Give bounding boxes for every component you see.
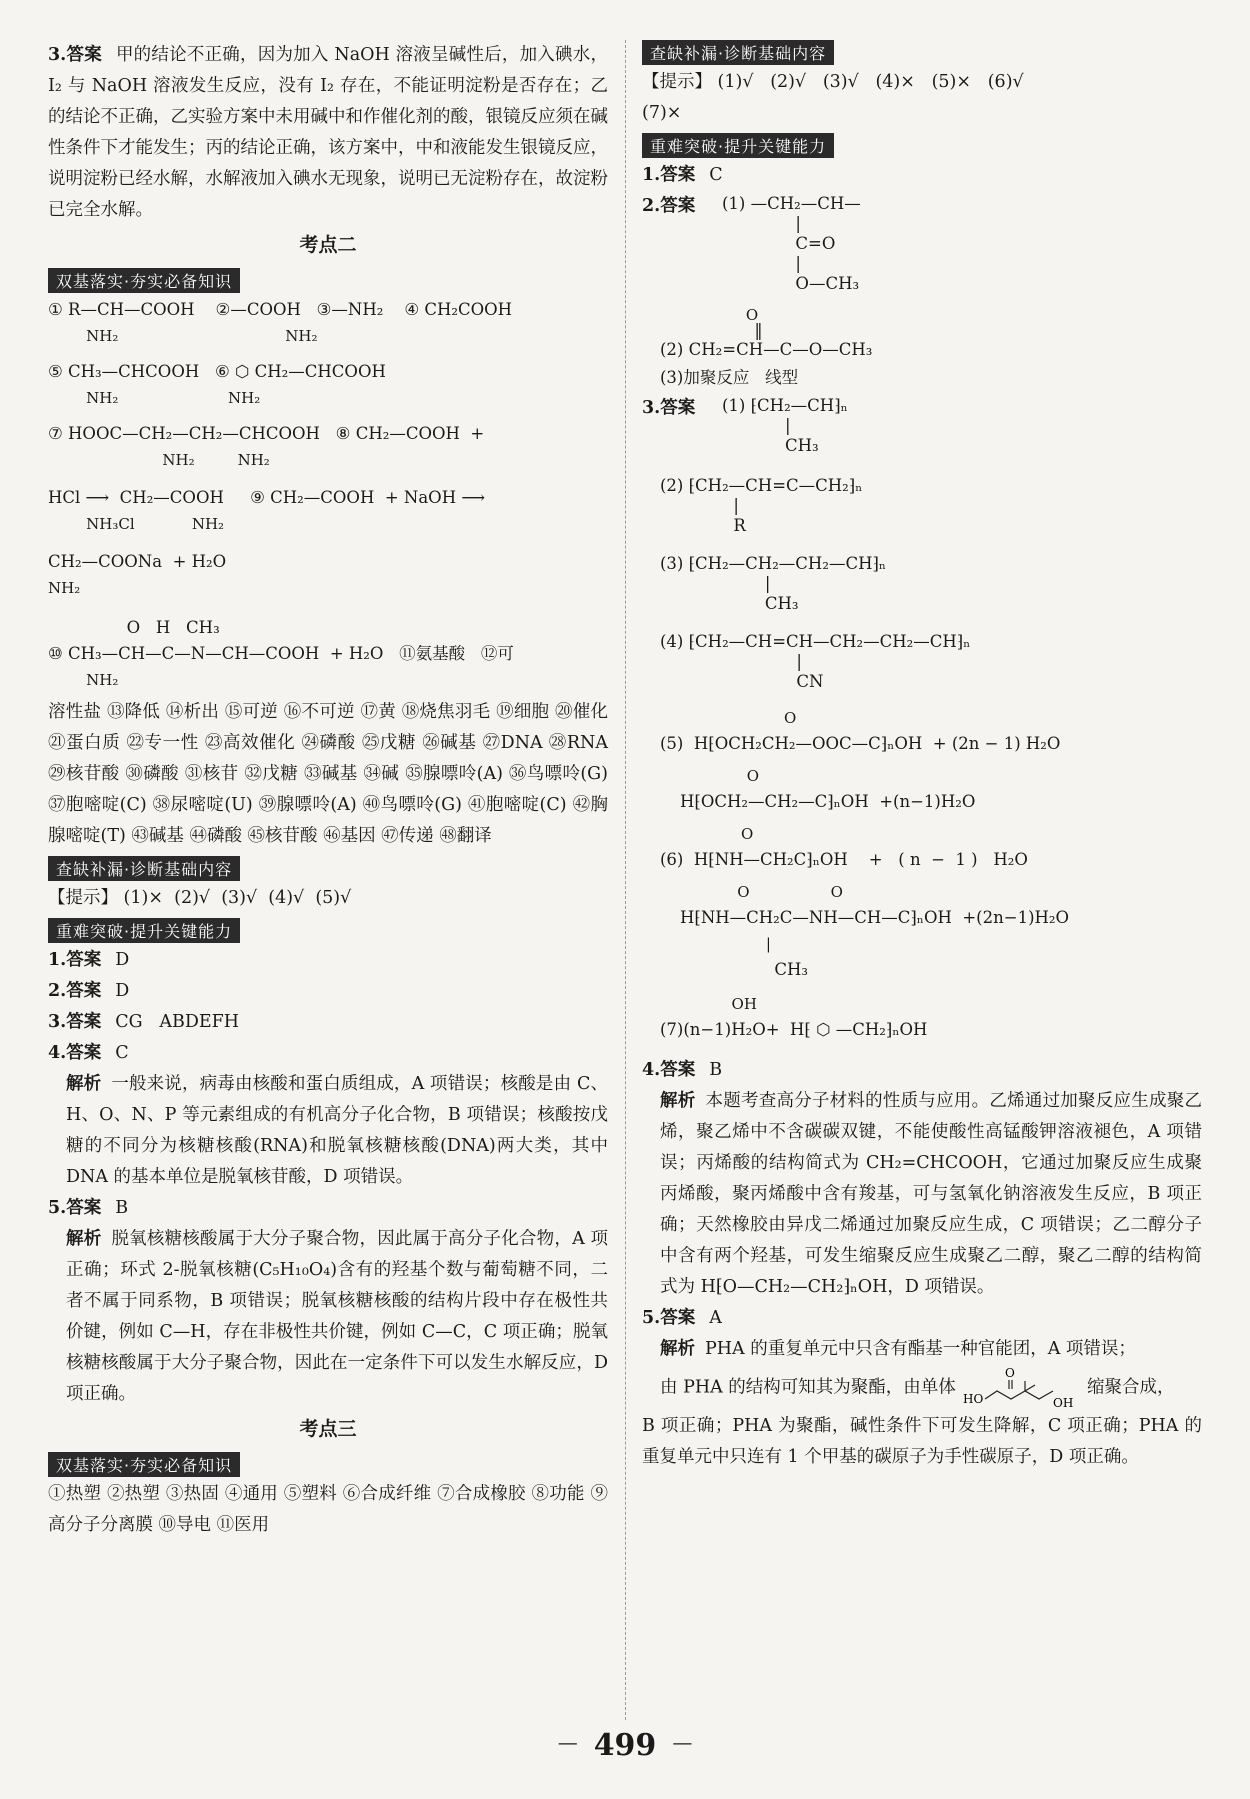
formula-line: CH₃ bbox=[660, 594, 799, 613]
formula-line: CH₃ bbox=[722, 436, 819, 455]
section-bar: 查缺补漏·诊断基础内容 bbox=[48, 856, 240, 881]
formula-line: (2) ⁅CH₂—CH=C—CH₂⁆ₙ bbox=[660, 476, 863, 495]
svg-text:OH: OH bbox=[1053, 1396, 1074, 1410]
answer-label: 答案 bbox=[66, 45, 102, 65]
answer-row: 2.答案 bbox=[642, 196, 696, 216]
section-heading: 考点三 bbox=[299, 1418, 357, 1440]
formula-line: (5) H⁅OCH₂CH₂—OOC—C⁆ₙOH + (2n − 1) H₂O bbox=[660, 734, 1061, 753]
formula-line: NH₂ bbox=[48, 579, 81, 597]
formula-line: O H CH₃ bbox=[48, 618, 220, 637]
chem-formula-block bbox=[642, 191, 1202, 297]
formula-line: CH₂—COONa + H₂O bbox=[48, 552, 227, 571]
hint-line: 【提示】 (1)√ (2)√ (3)√ (4)× (5)× (6)√ bbox=[642, 72, 1024, 92]
formula-line: | bbox=[660, 496, 739, 515]
formula-line: | bbox=[722, 416, 791, 435]
answer-row: 5.答案 B bbox=[48, 1198, 129, 1218]
chem-formula-block bbox=[642, 393, 1202, 459]
formula-line: (3) ⁅CH₂—CH₂—CH₂—CH⁆ₙ bbox=[660, 554, 887, 573]
formula-line: NH₂ bbox=[48, 671, 119, 689]
section-bar: 重难突破·提升关键能力 bbox=[48, 918, 240, 943]
formula-line: | bbox=[722, 214, 801, 233]
formula-line: NH₂ NH₂ bbox=[48, 389, 261, 407]
analysis-block: B 项正确；PHA 为聚酯，碱性条件下可发生降解，C 项正确；PHA 的重复单元中只连有 1 个甲基的碳原子为手性碳原子，D 项正确。 bbox=[642, 1416, 1202, 1467]
analysis-block: 解析 本题考查高分子材料的性质与应用。乙烯通过加聚反应生成聚乙烯，聚乙烯中不含碳碳双键，不能使酸性高锰酸钾溶液褪色，A 项错误；丙烯酸的结构简式为 CH₂=CHCOOH，它通过加聚反应生成聚丙烯酸，聚丙烯酸中含有羧基，可与氢氧化钠溶液发生反应，B 项正确；天然橡胶由异戊二烯通过加聚反应生成，C 项错误；乙二醇分子中含有两个羟基，可发生缩聚反应生成聚乙二醇，聚乙二醇的结构简式为 H⁅O—CH₂—CH₂⁆ₙOH，D 项错误。 bbox=[660, 1091, 1202, 1297]
hint-line: (7)× bbox=[642, 103, 682, 123]
formula-line: O bbox=[660, 709, 797, 727]
section-bar: 重难突破·提升关键能力 bbox=[642, 133, 834, 158]
formula-line: R bbox=[660, 516, 746, 535]
fill-answers: 溶性盐 ⑬降低 ⑭析出 ⑮可逆 ⑯不可逆 ⑰黄 ⑱烧焦羽毛 ⑲细胞 ⑳催化 ㉑蛋白质 ㉒专一性 ㉓高效催化 ㉔磷酸 ㉕戊糖 ㉖碱基 ㉗DNA ㉘RNA ㉙核苷酸 ㉚磷酸 ㉛核苷 ㉜戊糖 ㉝碱基 ㉞碱 ㉟腺嘌呤(A) ㊱鸟嘌呤(G) ㊲胞嘧啶(C) ㊳尿嘧啶(U) ㊴腺嘌呤(A) ㊵鸟嘌呤(G) ㊶胞嘧啶(C) ㊷胸腺嘧啶(T) ㊸碱基 ㊹磷酸 ㊺核苷酸 ㊻基因 ㊼传递 ㊽翻译 bbox=[48, 702, 608, 846]
formula-line: (2) CH₂=CH—C—O—CH₃ bbox=[660, 340, 873, 359]
section-bar: 双基落实·夯实必备知识 bbox=[48, 268, 240, 293]
formula-line: ① R—CH—COOH ②—COOH ③—NH₂ ④ CH₂COOH bbox=[48, 300, 513, 319]
formula-line: ⑦ HOOC—CH₂—CH₂—CHCOOH ⑧ CH₂—COOH + bbox=[48, 424, 485, 443]
formula-line: (6) H⁅NH—CH₂C⁆ₙOH + ( n − 1 ) H₂O bbox=[660, 850, 1028, 869]
section-bar: 双基落实·夯实必备知识 bbox=[48, 1452, 240, 1477]
formula-line: C=O bbox=[722, 234, 836, 253]
formula-line: O—CH₃ bbox=[722, 274, 860, 293]
answer-row: 3.答案 bbox=[642, 398, 696, 418]
formula-line: (4) ⁅CH₂—CH=CH—CH₂—CH₂—CH⁆ₙ bbox=[660, 632, 971, 651]
answer-row: 5.答案 A bbox=[642, 1308, 722, 1328]
answer-number: 3. bbox=[48, 45, 67, 65]
page-number: — 499 — bbox=[557, 1728, 693, 1763]
analysis-block: 由 PHA 的结构可知其为聚酯，由单体 O HO OH 缩聚合成， bbox=[660, 1366, 1175, 1410]
answer-text: 甲的结论不正确，因为加入 NaOH 溶液呈碱性后，加入碘水，I₂ 与 NaOH 溶液发生反应，没有 I₂ 存在，不能证明淀粉是否存在；乙的结论不正确，乙实验方案中未用碱中和作催化剂的酸，银镜反应须在碱性条件下才能发生；丙的结论正确，该方案中，中和液能发生银镜反应，说明淀粉已经水解，水解液加入碘水无现象，说明已无淀粉存在，故淀粉已完全水解。 bbox=[48, 45, 608, 220]
formula-line: O bbox=[660, 825, 754, 843]
chem-formula-block bbox=[642, 305, 1202, 393]
formula-line: | bbox=[660, 652, 802, 671]
formula-line: ⑩ CH₃—CH—C—N—CH—COOH + H₂O ⑪氨基酸 ⑫可 bbox=[48, 644, 514, 663]
right-column bbox=[642, 40, 1202, 1473]
formula-line: CN bbox=[660, 672, 824, 691]
section-heading: 考点二 bbox=[299, 234, 357, 256]
formula-line: HCl ⟶ CH₂—COOH ⑨ CH₂—COOH + NaOH ⟶ bbox=[48, 488, 485, 507]
section-bar: 查缺补漏·诊断基础内容 bbox=[642, 40, 834, 65]
formula-line: O bbox=[660, 306, 759, 324]
answer-row: 3.答案 CG ABDEFH bbox=[48, 1012, 240, 1032]
fill-answers: ①热塑 ②热塑 ③热固 ④通用 ⑤塑料 ⑥合成纤维 ⑦合成橡胶 ⑧功能 ⑨高分子分离膜 ⑩导电 ⑪医用 bbox=[48, 1484, 608, 1535]
analysis-block: 解析 一般来说，病毒由核酸和蛋白质组成，A 项错误；核酸是由 C、H、O、N、P 等元素组成的有机高分子化合物，B 项错误；核酸按戊糖的不同分为核糖核酸(RNA)和脱氧核糖核酸(DNA)两大类，其中 DNA 的基本单位是脱氧核苷酸，D 项错误。 bbox=[66, 1074, 609, 1187]
chem-formula-block bbox=[48, 297, 608, 693]
analysis-block: 解析 PHA 的重复单元中只含有酯基一种官能团，A 项错误； bbox=[660, 1339, 1136, 1359]
answer-row: 2.答案 D bbox=[48, 981, 130, 1001]
formula-line: ⑤ CH₃—CHCOOH ⑥ ⬡ CH₂—CHCOOH bbox=[48, 362, 386, 381]
left-column bbox=[48, 40, 608, 1541]
formula-line: (7)(n−1)H₂O+ H⁅ ⬡ —CH₂⁆ₙOH bbox=[660, 1020, 928, 1039]
chem-formula-block bbox=[642, 473, 1202, 1043]
formula-line: (3)加聚反应 线型 bbox=[660, 368, 799, 387]
formula-line: ‖ bbox=[660, 321, 763, 340]
svg-text:HO: HO bbox=[963, 1392, 984, 1406]
formula-line: (1) ⁅CH₂—CH⁆ₙ bbox=[722, 396, 848, 415]
answer-row: 4.答案 C bbox=[48, 1043, 129, 1063]
answer-3-block bbox=[48, 40, 608, 226]
monomer-structure-icon bbox=[961, 1365, 1081, 1411]
answer-row: 1.答案 C bbox=[642, 165, 723, 185]
formula-line: O bbox=[680, 767, 760, 785]
answer-row: 4.答案 B bbox=[642, 1060, 723, 1080]
answer-row: 1.答案 D bbox=[48, 950, 130, 970]
formula-line: OH bbox=[660, 995, 757, 1013]
formula-line: NH₂ NH₂ bbox=[48, 451, 270, 469]
formula-line: O O bbox=[680, 883, 843, 901]
analysis-block: 解析 脱氧核糖核酸属于大分子聚合物，因此属于高分子化合物，A 项正确；环式 2-脱氧核糖(C₅H₁₀O₄)含有的羟基个数与葡萄糖不同，二者不属于同系物，B 项错误；脱氧核糖核酸的结构片段中存在极性共价键，例如 C—H，存在非极性共价键，例如 C—C，C 项正确；脱氧核糖核酸属于大分子聚合物，因此在一定条件下可以发生水解反应，D 项正确。 bbox=[66, 1229, 608, 1404]
formula-line: CH₃ bbox=[680, 960, 809, 979]
formula-line: NH₃Cl NH₂ bbox=[48, 515, 225, 533]
formula-line: H⁅OCH₂—CH₂—C⁆ₙOH +(n−1)H₂O bbox=[680, 792, 976, 811]
hint-line: 【提示】 (1)× (2)√ (3)√ (4)√ (5)√ bbox=[48, 888, 352, 908]
svg-text:O: O bbox=[1005, 1366, 1016, 1380]
formula-line: | bbox=[660, 574, 771, 593]
formula-line: NH₂ NH₂ bbox=[48, 327, 318, 345]
column-divider bbox=[625, 40, 626, 1720]
formula-line: | bbox=[722, 254, 801, 273]
formula-line: H⁅NH—CH₂C—NH—CH—C⁆ₙOH +(2n−1)H₂O bbox=[680, 908, 1070, 927]
formula-line: | bbox=[680, 935, 771, 953]
formula-line: (1) —CH₂—CH— bbox=[722, 194, 861, 213]
